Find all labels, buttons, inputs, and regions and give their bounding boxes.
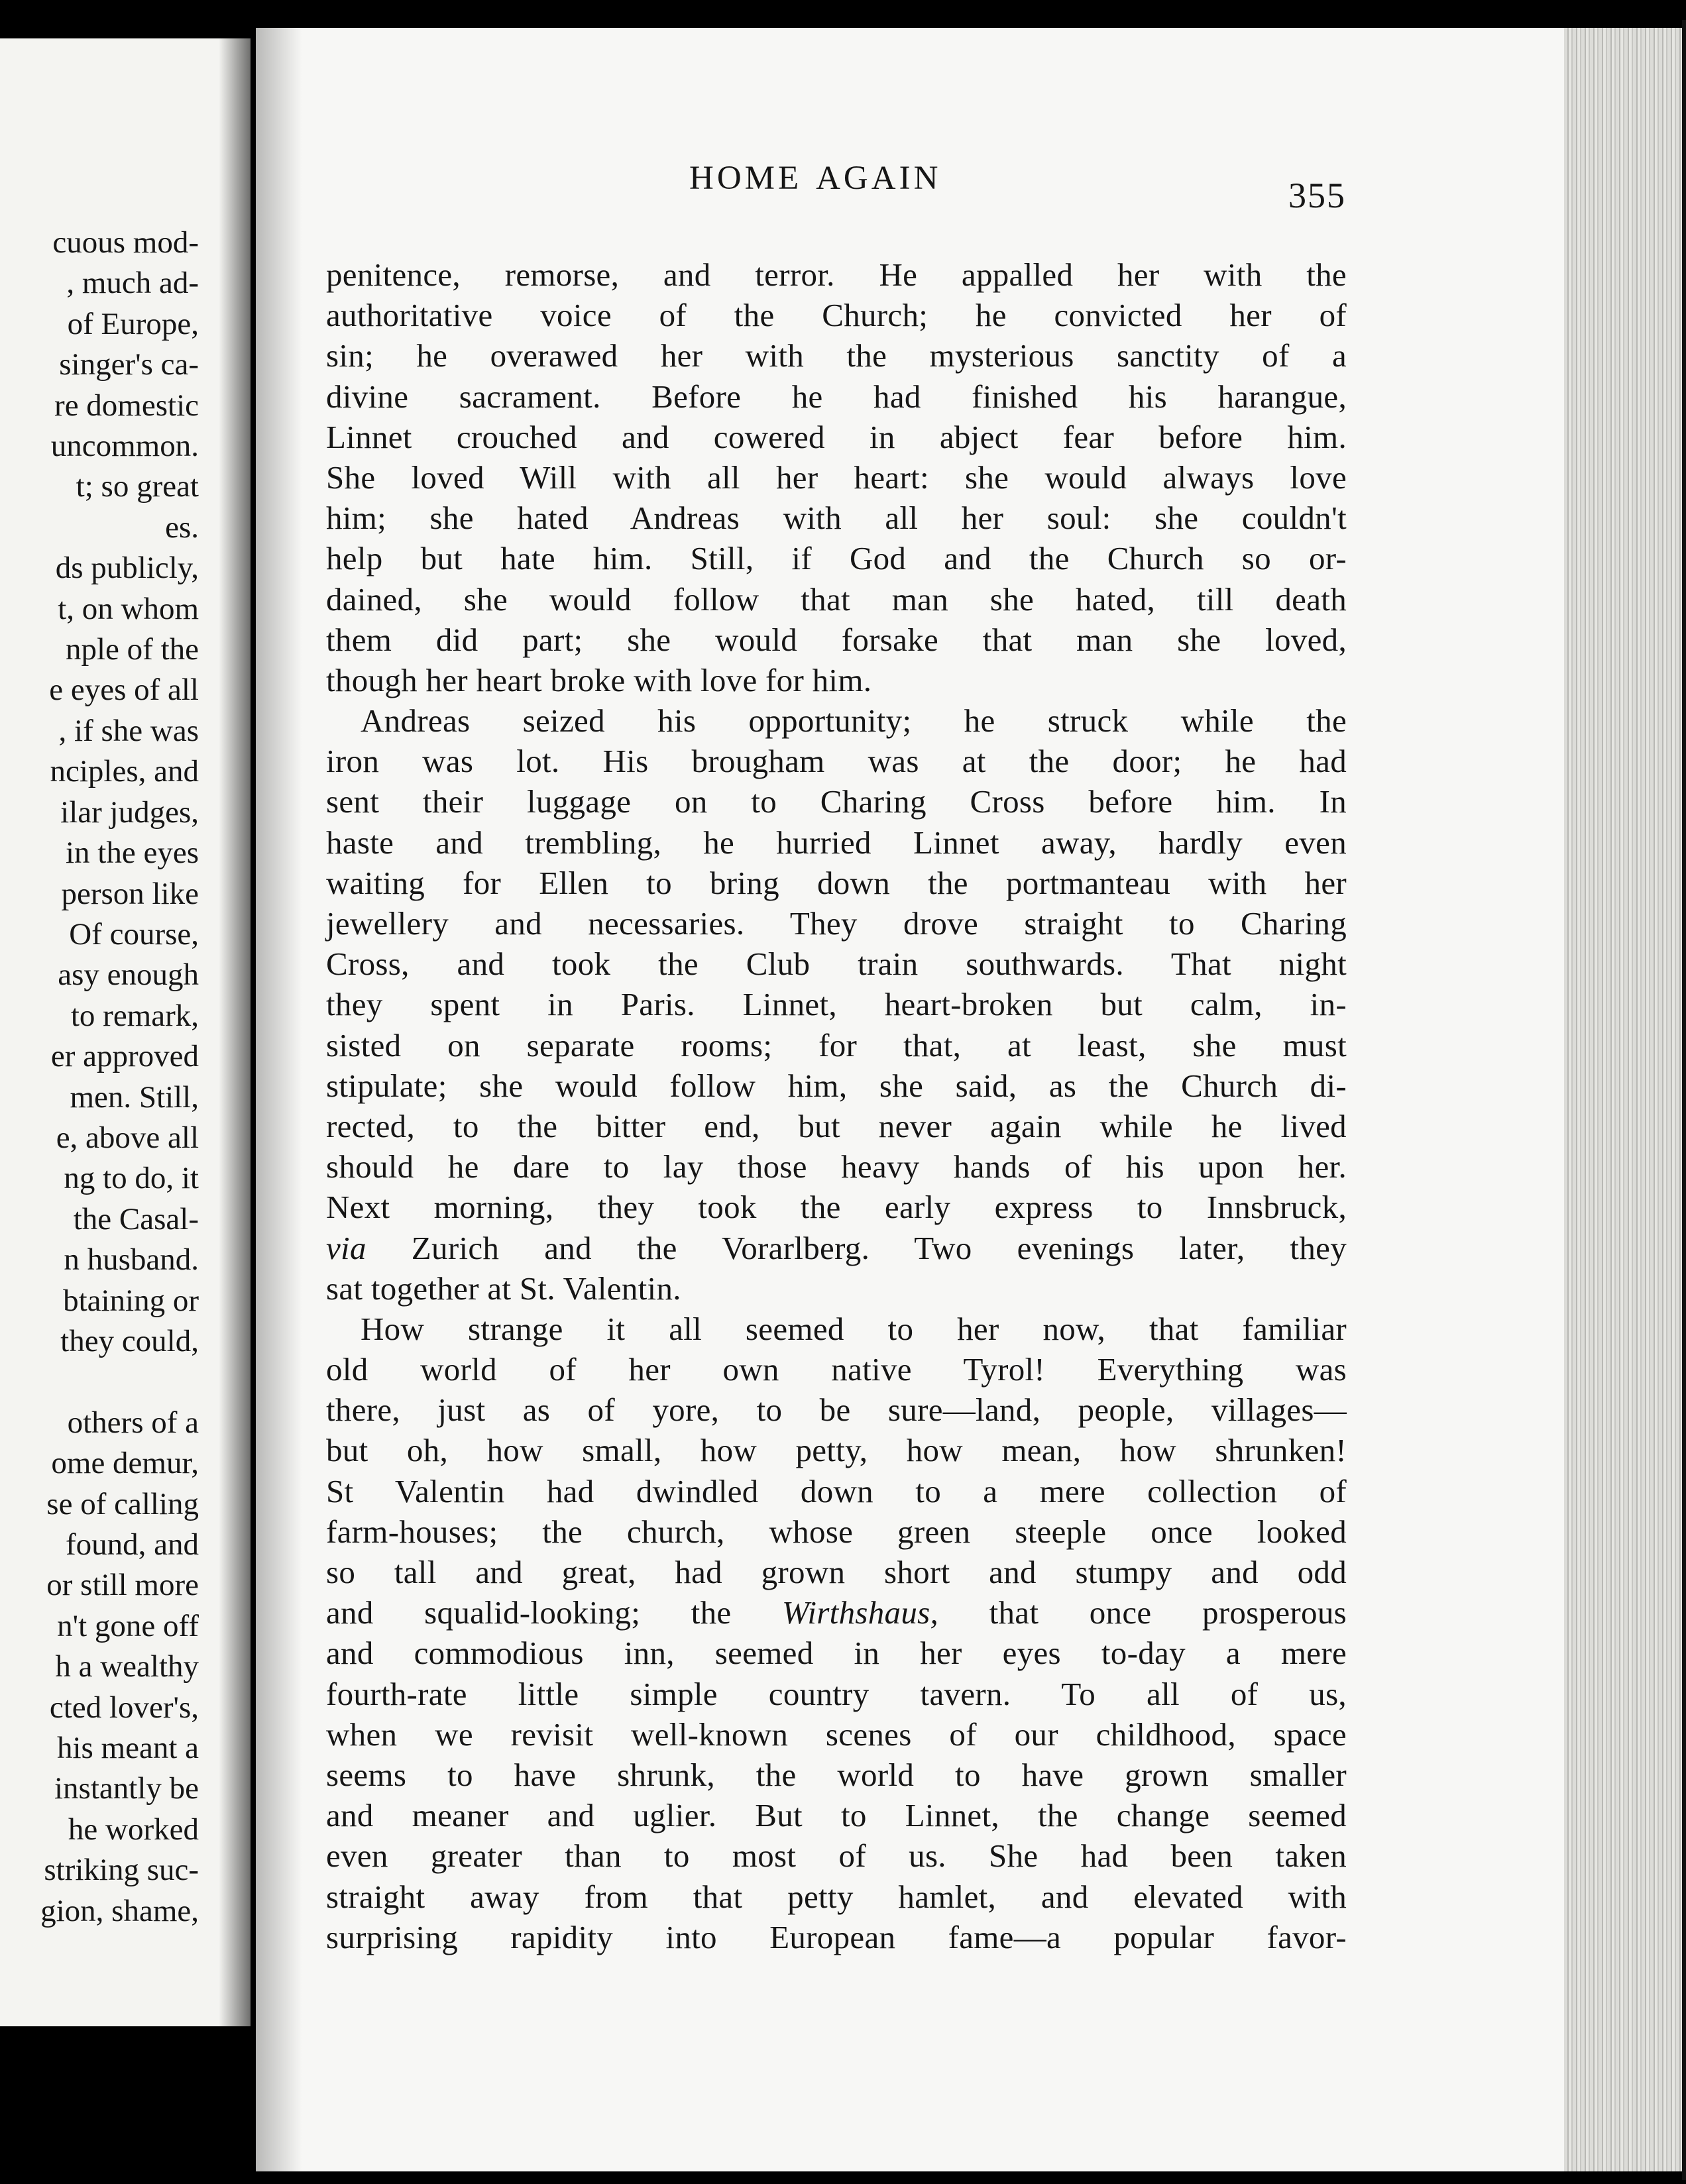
body-line: fourth-rate little simple country tavern. To all of us, <box>326 1675 1347 1712</box>
running-title: HOME AGAIN <box>689 160 942 197</box>
left-page-line: cuous mod- <box>52 225 199 260</box>
body-line: rected, to the bitter end, but never again while he lived <box>326 1107 1347 1144</box>
left-page-line: singer's ca- <box>59 347 199 382</box>
body-line: via Zurich and the Vorarlberg. Two evenings later, they <box>326 1229 1347 1266</box>
left-page-line: striking suc- <box>44 1853 199 1888</box>
left-page-line: others of a <box>67 1405 199 1440</box>
body-line: haste and trembling, he hurried Linnet away, hardly even <box>326 824 1347 861</box>
body-line: old world of her own native Tyrol! Everything was <box>326 1351 1347 1388</box>
left-page-line: instantly be <box>54 1771 199 1806</box>
body-line: them did part; she would forsake that man she loved, <box>326 621 1347 658</box>
left-page-line: e, above all <box>56 1120 199 1155</box>
left-page-line: er approved <box>50 1039 199 1074</box>
left-page-line: , much ad- <box>66 266 199 301</box>
left-page-line: , if she was <box>58 713 199 748</box>
body-line: but oh, how small, how petty, how mean, how shrunken! <box>326 1432 1347 1469</box>
body-line: should he dare to lay those heavy hands of his upon her. <box>326 1148 1347 1185</box>
body-line: surprising rapidity into European fame—a popular favor- <box>326 1918 1347 1955</box>
left-page-line <box>40 1362 199 1402</box>
left-page-line: t, on whom <box>58 591 199 626</box>
body-line: dained, she would follow that man she hated, till death <box>326 580 1347 618</box>
left-page-line: ng to do, it <box>64 1161 199 1196</box>
body-line: sin; he overawed her with the mysterious sanctity of a <box>326 337 1347 374</box>
body-line: even greater than to most of us. She had been taken <box>326 1837 1347 1875</box>
body-line: Cross, and took the Club train southwards. That night <box>326 946 1347 983</box>
body-line: help but hate him. Still, if God and the Church so or- <box>326 540 1347 577</box>
body-line: stipulate; she would follow him, she said, as the Church di- <box>326 1067 1347 1104</box>
left-page-line: in the eyes <box>66 836 199 871</box>
left-page-line: n't gone off <box>57 1608 199 1643</box>
left-page-line: ome demur, <box>51 1446 199 1481</box>
left-page-line: they could, <box>60 1323 199 1358</box>
body-line: there, just as of yore, to be sure—land, people, villages— <box>326 1392 1347 1429</box>
body-line: and meaner and uglier. But to Linnet, the change seemed <box>326 1797 1347 1834</box>
left-page-line: btaining or <box>63 1283 199 1318</box>
left-page-line: gion, shame, <box>40 1893 199 1928</box>
left-page <box>0 38 251 2026</box>
left-page-text <box>40 223 199 1932</box>
body-line: How strange it all seemed to her now, that familiar <box>361 1310 1347 1347</box>
left-page-line: of Europe, <box>67 306 199 341</box>
body-line: sat together at St. Valentin. <box>326 1270 681 1307</box>
left-page-line: found, and <box>65 1527 199 1562</box>
body-line: when we revisit well-known scenes of our childhood, space <box>326 1716 1347 1753</box>
body-line: so tall and great, had grown short and stumpy and odd <box>326 1554 1347 1590</box>
body-line: divine sacrament. Before he had finished his harangue, <box>326 378 1347 415</box>
left-page-line: ds publicly, <box>55 551 199 586</box>
body-text <box>326 254 1347 1957</box>
body-line: iron was lot. His brougham was at the door; he had <box>326 743 1347 780</box>
body-line: St Valentin had dwindled down to a mere collection of <box>326 1472 1347 1509</box>
left-page-line: es. <box>165 510 199 545</box>
left-page-line: men. Still, <box>70 1079 199 1115</box>
page-edges <box>1564 28 1682 2171</box>
left-page-line: re domestic <box>54 388 199 423</box>
body-line: straight away from that petty hamlet, and elevated with <box>326 1878 1347 1915</box>
body-line: She loved Will with all her heart: she would always love <box>326 459 1347 496</box>
body-line: Linnet crouched and cowered in abject fear before him. <box>326 418 1347 455</box>
left-page-line: to remark, <box>70 998 199 1033</box>
left-page-line: h a wealthy <box>55 1649 199 1684</box>
left-page-line: t; so great <box>76 469 199 504</box>
left-page-line: cted lover's, <box>49 1690 199 1725</box>
body-line: sent their luggage on to Charing Cross before him. In <box>326 783 1347 820</box>
left-page-line: e eyes of all <box>49 673 199 708</box>
left-page-line: n husband. <box>64 1242 199 1278</box>
left-page-line: Of course, <box>69 916 199 952</box>
body-line: Andreas seized his opportunity; he struck while the <box>361 702 1347 739</box>
gutter-shadow-left <box>219 38 251 2026</box>
left-page-line: se of calling <box>46 1486 199 1521</box>
body-line: though her heart broke with love for him. <box>326 661 872 698</box>
body-line: waiting for Ellen to bring down the portmanteau with her <box>326 864 1347 901</box>
left-page-line: uncommon. <box>50 429 199 464</box>
left-page-line: person like <box>61 876 199 911</box>
body-line: farm-houses; the church, whose green steeple once looked <box>326 1513 1347 1550</box>
body-line: authoritative voice of the Church; he convicted her of <box>326 297 1347 334</box>
body-line: and squalid-looking; the Wirthshaus, that once prosperous <box>326 1594 1347 1631</box>
gutter-shadow-right <box>256 28 302 2171</box>
left-page-line: or still more <box>46 1568 199 1603</box>
left-page-line: his meant a <box>56 1731 199 1766</box>
body-line: and commodious inn, seemed in her eyes to-day a mere <box>326 1635 1347 1672</box>
left-page-line: asy enough <box>58 957 199 993</box>
page-edge-border <box>1682 20 1686 2180</box>
left-page-line: he worked <box>68 1812 199 1847</box>
body-line: Next morning, they took the early express to Innsbruck, <box>326 1189 1347 1226</box>
body-line: seems to have shrunk, the world to have grown smaller <box>326 1756 1347 1793</box>
body-line: him; she hated Andreas with all her soul: she couldn't <box>326 500 1347 537</box>
body-line: jewellery and necessaries. They drove straight to Charing <box>326 905 1347 942</box>
left-page-line: nciples, and <box>50 754 199 789</box>
body-line: they spent in Paris. Linnet, heart-broken but calm, in- <box>326 986 1347 1023</box>
left-page-line: nple of the <box>66 632 199 667</box>
page-number: 355 <box>1288 176 1346 215</box>
left-page-line: ilar judges, <box>60 794 199 830</box>
body-line: sisted on separate rooms; for that, at least, she must <box>326 1026 1347 1064</box>
left-page-line: the Casal- <box>73 1201 199 1236</box>
body-line: penitence, remorse, and terror. He appalled her with the <box>326 256 1347 293</box>
